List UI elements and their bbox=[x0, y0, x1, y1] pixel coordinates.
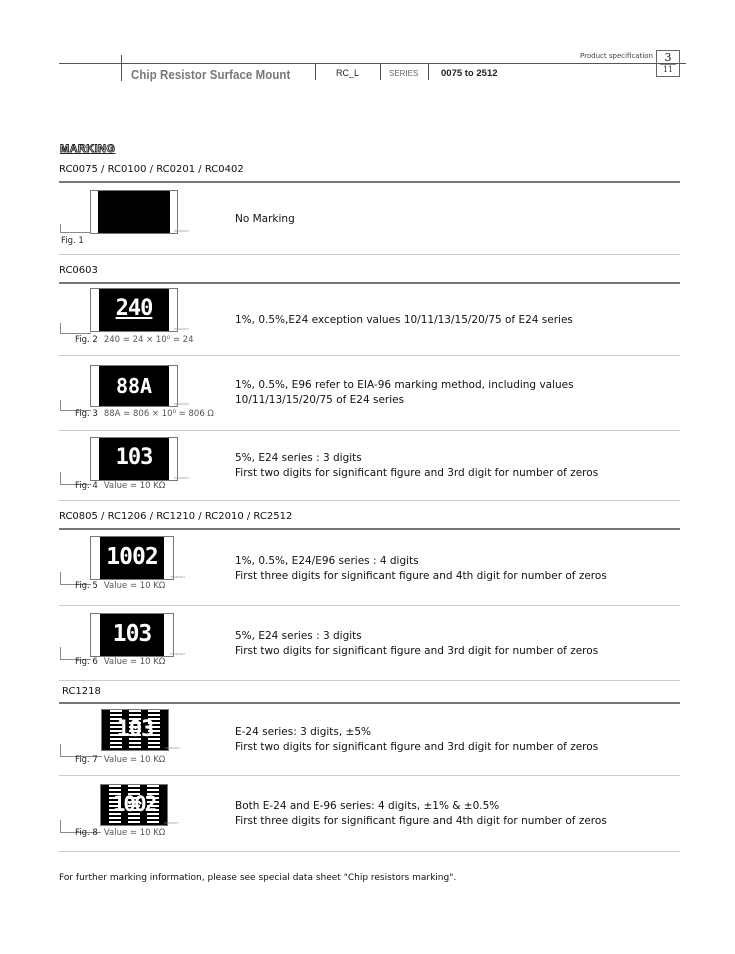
row-divider bbox=[59, 680, 680, 681]
group-rule bbox=[59, 282, 680, 284]
figure-label: Fig. 7 bbox=[75, 755, 98, 765]
resistor-body bbox=[98, 191, 170, 233]
marking-code: 1002 bbox=[106, 544, 158, 570]
resistor-chip bbox=[90, 437, 189, 481]
footer-note: For further marking information, please see special data sheet "Chip resistors marking". bbox=[59, 873, 457, 883]
figure-note: 240 = 24 × 10⁰ = 24 bbox=[103, 335, 194, 345]
description-line: Both E-24 and E-96 series: 4 digits, ±1% & ±0.5% bbox=[235, 800, 500, 812]
resistor-chip bbox=[90, 613, 185, 657]
resistor-body bbox=[100, 537, 164, 579]
figure-label: Fig. 3 bbox=[75, 409, 98, 419]
marking-code: 1002 bbox=[112, 792, 156, 816]
marking-code: 103 bbox=[116, 717, 154, 742]
figure-label: Fig. 8 bbox=[75, 828, 98, 838]
description-line: First three digits for significant figure and 4th digit for number of zeros bbox=[235, 570, 607, 582]
header-divider-tick bbox=[121, 55, 122, 81]
group-rule bbox=[59, 528, 680, 530]
description-line: No Marking bbox=[235, 213, 295, 225]
page-number: 3 bbox=[664, 51, 672, 64]
description-line: 1%, 0.5%, E24/E96 series : 4 digits bbox=[235, 555, 419, 567]
marking-code: 240 bbox=[115, 296, 153, 321]
resistor-body bbox=[101, 785, 167, 825]
figure-caption bbox=[75, 828, 165, 838]
marking-description bbox=[235, 725, 598, 755]
figure-note: Value = 10 KΩ bbox=[103, 581, 166, 591]
resistor-chip bbox=[100, 784, 179, 826]
group-label-large-sizes: RC0805 / RC1206 / RC1210 / RC2010 / RC2512 bbox=[59, 511, 293, 522]
header-divider bbox=[315, 63, 316, 80]
marking-code: 103 bbox=[115, 445, 153, 470]
figure-label: Fig. 1 bbox=[61, 236, 84, 246]
chip-caption: PRODUCT bbox=[170, 652, 185, 656]
figure-label: Fig. 6 bbox=[75, 657, 98, 667]
figure-note: 88A = 806 × 10⁰ = 806 Ω bbox=[103, 409, 214, 419]
chip-caption: PRODUCT bbox=[170, 575, 185, 579]
chip-caption: PRODUCT bbox=[174, 229, 189, 233]
group-label-small-sizes: RC0075 / RC0100 / RC0201 / RC0402 bbox=[59, 164, 244, 175]
figure-label: Fig. 4 bbox=[75, 481, 98, 491]
figure-note: Value = 10 KΩ bbox=[103, 755, 166, 765]
resistor-chip bbox=[90, 536, 185, 580]
description-line: First three digits for significant figure and 4th digit for number of zeros bbox=[235, 815, 607, 827]
resistor-chip bbox=[90, 365, 189, 407]
resistor-chip bbox=[90, 190, 189, 234]
leader-line bbox=[60, 224, 91, 233]
description-line: First two digits for significant figure and 3rd digit for number of zeros bbox=[235, 467, 599, 479]
header-rule bbox=[121, 63, 686, 64]
group-label-rc0603: RC0603 bbox=[59, 265, 98, 276]
description-line: 5%, E24 series : 3 digits bbox=[235, 452, 362, 464]
marking-description bbox=[235, 554, 607, 584]
group-label-rc1218: RC1218 bbox=[62, 686, 101, 697]
figure-caption bbox=[75, 335, 194, 345]
resistor-body bbox=[99, 366, 169, 406]
section-title: MARKING bbox=[60, 143, 116, 155]
figure-caption bbox=[75, 657, 165, 667]
header-divider bbox=[428, 63, 429, 80]
row-divider bbox=[59, 605, 680, 606]
row-divider bbox=[59, 775, 680, 776]
figure-label: Fig. 2 bbox=[75, 335, 98, 345]
description-line: 10/11/13/15/20/75 of E24 series bbox=[235, 394, 405, 406]
figure-note: Value = 10 KΩ bbox=[103, 481, 166, 491]
total-pages: 11 bbox=[662, 65, 674, 74]
row-divider bbox=[59, 851, 680, 852]
header-divider bbox=[380, 63, 381, 80]
row-divider bbox=[59, 254, 680, 255]
leader-line bbox=[60, 323, 91, 334]
description-line: First two digits for significant figure and 3rd digit for number of zeros bbox=[235, 741, 599, 753]
figure-caption bbox=[75, 481, 165, 491]
marking-code: 88A bbox=[115, 374, 153, 398]
marking-description bbox=[235, 629, 598, 659]
marking-description bbox=[235, 378, 574, 408]
marking-description bbox=[235, 313, 573, 328]
figure-caption bbox=[75, 409, 214, 419]
row-divider bbox=[59, 500, 680, 501]
series-label: SERIES bbox=[389, 69, 419, 78]
chip-caption: PRODUCT bbox=[174, 327, 189, 331]
marking-description bbox=[235, 451, 598, 481]
description-line: 1%, 0.5%,E24 exception values 10/11/13/15/20/75 of E24 series bbox=[235, 314, 573, 326]
marking-description bbox=[235, 799, 607, 829]
resistor-body bbox=[99, 289, 169, 331]
figure-caption bbox=[75, 755, 165, 765]
resistor-body bbox=[100, 614, 164, 656]
marking-description bbox=[235, 212, 295, 227]
chip-caption: PRODUCT bbox=[164, 821, 179, 825]
figure-caption bbox=[75, 581, 165, 591]
product-name: RC_L bbox=[336, 68, 360, 78]
description-line: E-24 series: 3 digits, ±5% bbox=[235, 726, 371, 738]
chip-caption: PRODUCT bbox=[174, 402, 189, 406]
description-line: First two digits for significant figure and 3rd digit for number of zeros bbox=[235, 645, 599, 657]
header-left-rule bbox=[59, 63, 121, 64]
resistor-body bbox=[102, 710, 168, 750]
figure-note: Value = 10 KΩ bbox=[103, 828, 166, 838]
page-number-box bbox=[656, 50, 680, 77]
row-divider bbox=[59, 430, 680, 431]
resistor-chip bbox=[90, 288, 189, 332]
series-range: 0075 to 2512 bbox=[441, 68, 498, 79]
chip-caption: PRODUCT bbox=[165, 746, 180, 750]
description-line: 1%, 0.5%, E96 refer to EIA-96 marking method, including values bbox=[235, 379, 574, 391]
figure-caption bbox=[61, 236, 84, 246]
document-title: Chip Resistor Surface Mount bbox=[131, 67, 291, 82]
figure-note: Value = 10 KΩ bbox=[103, 657, 166, 667]
product-specification-label: Product specification bbox=[580, 52, 653, 60]
chip-caption: PRODUCT bbox=[174, 476, 189, 480]
row-divider bbox=[59, 355, 680, 356]
group-rule bbox=[59, 702, 680, 704]
description-line: 5%, E24 series : 3 digits bbox=[235, 630, 362, 642]
group-rule bbox=[59, 181, 680, 183]
marking-code: 103 bbox=[112, 621, 152, 647]
resistor-body bbox=[99, 438, 169, 480]
figure-label: Fig. 5 bbox=[75, 581, 98, 591]
resistor-chip bbox=[101, 709, 180, 751]
